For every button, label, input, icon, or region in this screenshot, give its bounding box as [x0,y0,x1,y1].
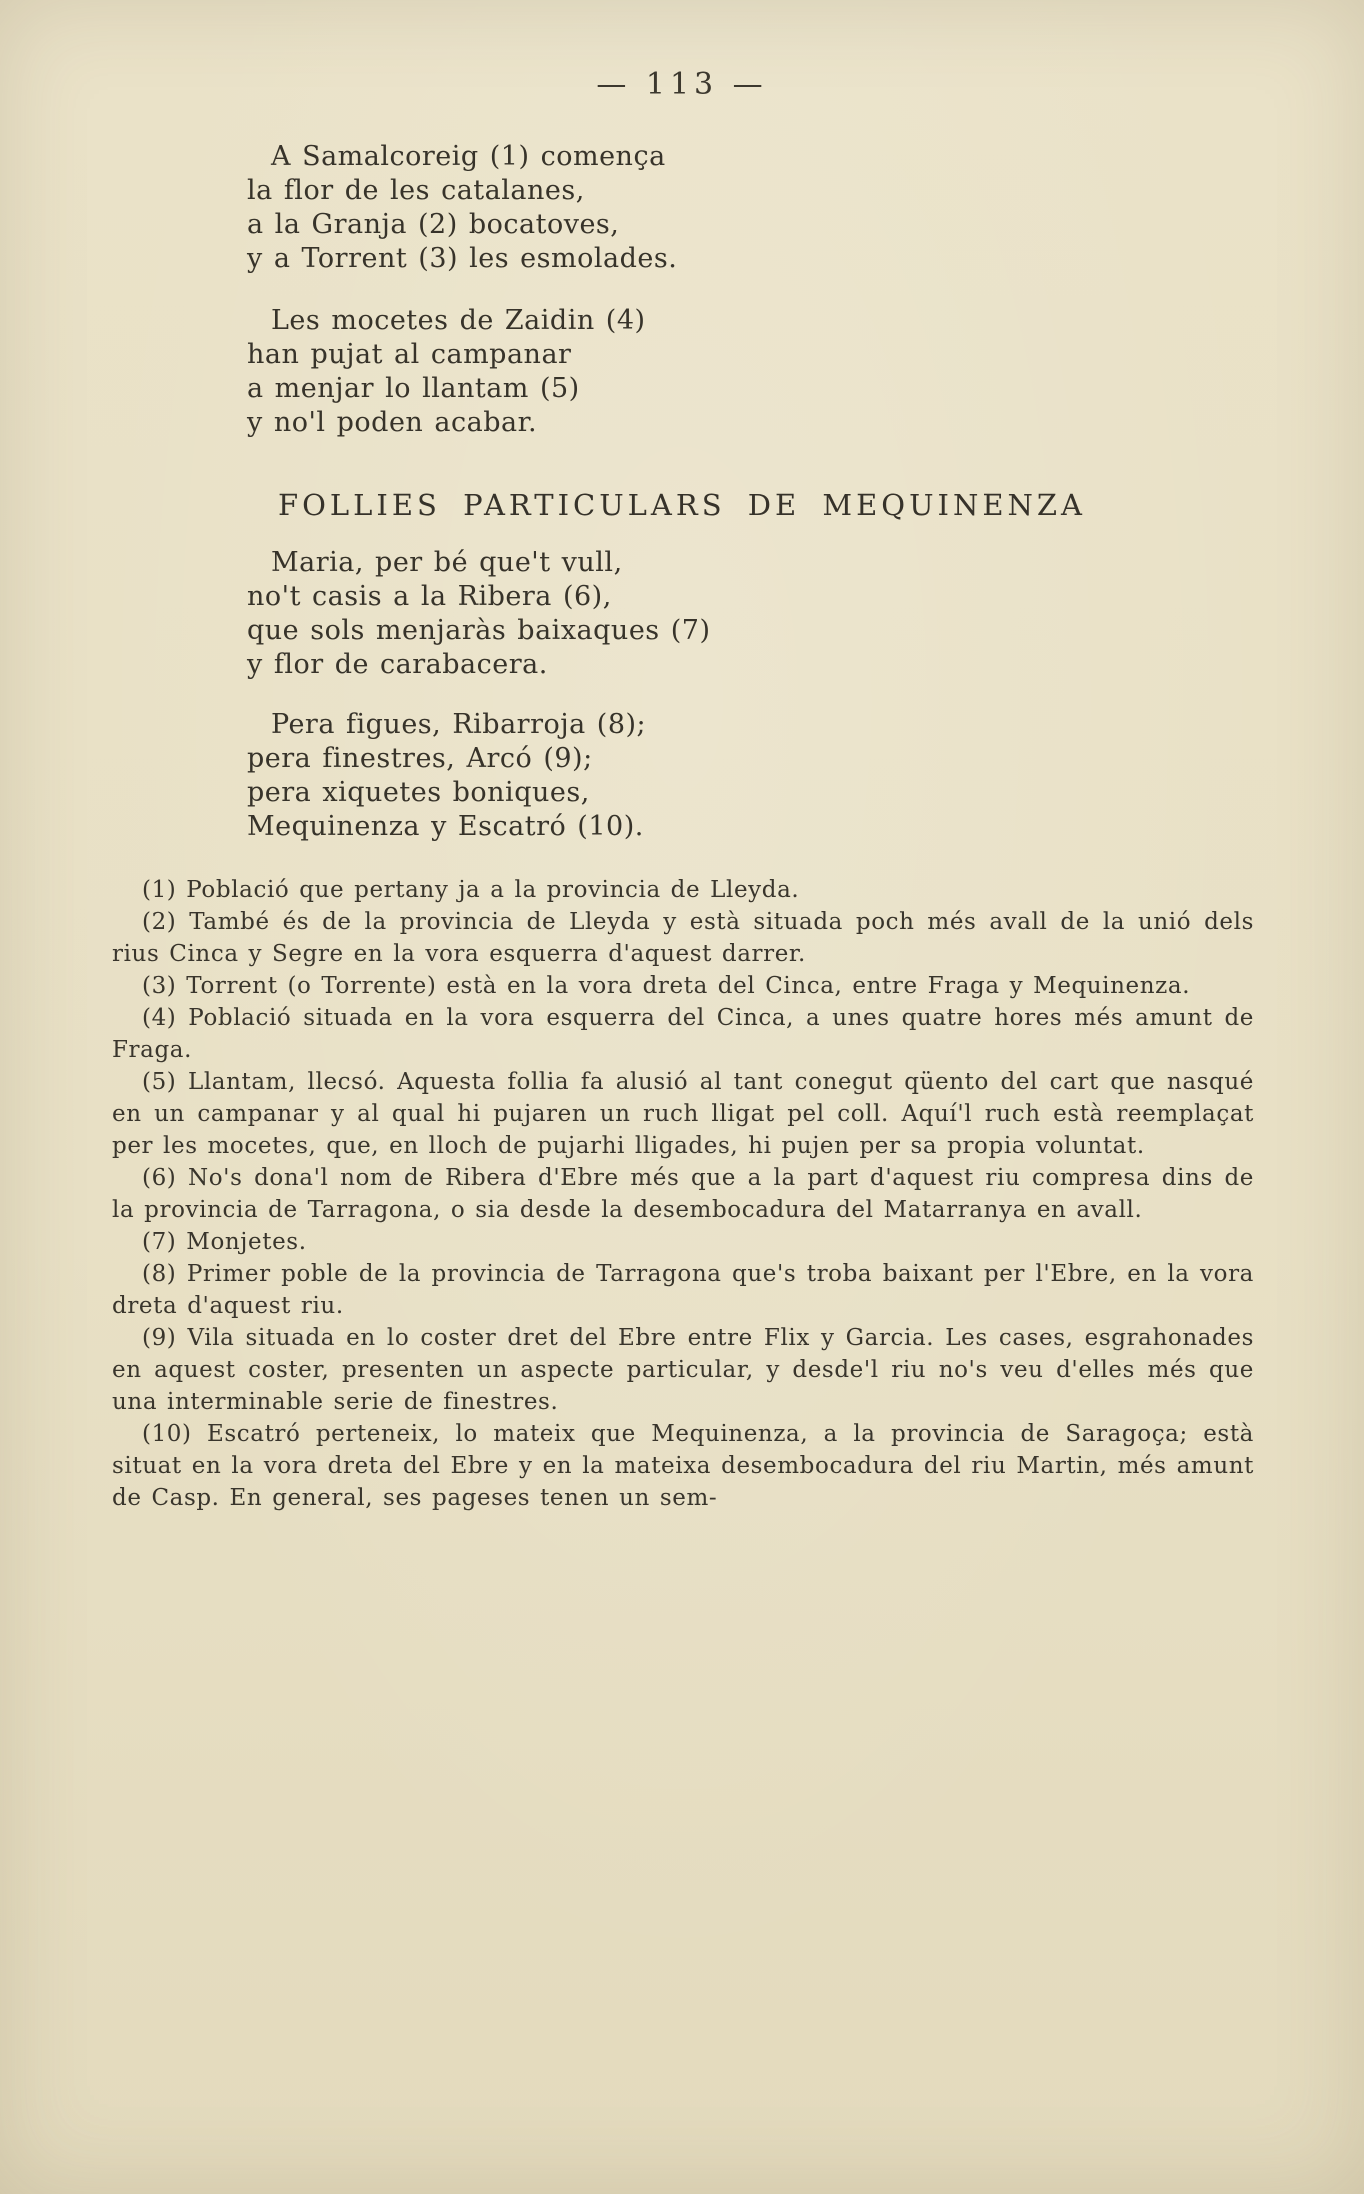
verse-line: y no'l poden acabar. [247,407,538,438]
footnote-9: (9) Vila situada en lo coster dret del Ebre entre Flix y Garcia. Les cases, esgrahonades en aquest coster, presenten un aspecte particular, y desde'l riu no's veu d'elles més que una interminable serie de finestres. [112,1325,1254,1415]
footnotes-block [112,874,1254,1514]
footnote-10: (10) Escatró perteneix, lo mateix que Mequinenza, a la provincia de Saragoça; està situat en la vora dreta del Ebre y en la mateixa desembocadura del riu Martin, més amunt de Casp. En general, ses pageses tenen un sem- [112,1421,1254,1511]
verse-line: Mequinenza y Escatró (10). [247,811,644,842]
stanza-2 [247,304,1364,440]
verse-line: Pera figues, Ribarroja (8); [271,709,647,740]
verse-line: pera finestres, Arcó (9); [247,743,593,774]
stanza-4 [247,708,1364,844]
footnote-7: (7) Monjetes. [142,1229,307,1255]
verse-line: pera xiquetes boniques, [247,777,590,808]
verse-line: Maria, per bé que't vull, [271,547,623,578]
verse-line: no't casis a la Ribera (6), [247,581,612,612]
footnote-4: (4) Població situada en la vora esquerra del Cinca, a unes quatre hores més amunt de Fraga. [112,1005,1254,1063]
stanza-3 [247,546,1364,682]
verse-line: la flor de les catalanes, [247,175,585,206]
verse-line: A Samalcoreig (1) comença [271,141,666,172]
page-number: — 113 — [596,67,768,102]
footnote-8: (8) Primer poble de la provincia de Tarragona que's troba baixant per l'Ebre, en la vora dreta d'aquest riu. [112,1261,1254,1319]
footnote-5: (5) Llantam, llecsó. Aquesta follia fa alusió al tant conegut qüento del cart que nasqué en un campanar y al qual hi pujaren un ruch lligat pel coll. Aquí'l ruch està reemplaçat per les mocetes, que, en lloch de pujarhi lligades, hi pujen per sa propia voluntat. [112,1069,1254,1159]
stanza-1 [247,140,1364,276]
verse-line: a la Granja (2) bocatoves, [247,209,620,240]
verse-line: han pujat al campanar [247,339,572,370]
verse-line: y a Torrent (3) les esmolades. [247,243,678,274]
footnote-1: (1) Població que pertany ja a la provincia de Lleyda. [142,877,800,903]
verse-line: que sols menjaràs baixaques (7) [247,615,711,646]
footnote-6: (6) No's dona'l nom de Ribera d'Ebre més que a la part d'aquest riu compresa dins de la provincia de Tarragona, o sia desde la desembocadura del Matarranya en avall. [112,1165,1254,1223]
verse-line: a menjar lo llantam (5) [247,373,580,404]
footnote-2: (2) També és de la provincia de Lleyda y està situada poch més avall de la unió dels rius Cinca y Segre en la vora esquerra d'aquest darrer. [112,909,1254,967]
footnote-3: (3) Torrent (o Torrente) està en la vora dreta del Cinca, entre Fraga y Mequinenza. [142,973,1191,999]
section-heading: FOLLIES PARTICULARS DE MEQUINENZA [278,488,1086,522]
verse-line: y flor de carabacera. [247,649,548,680]
verse-line: Les mocetes de Zaidin (4) [271,305,646,336]
